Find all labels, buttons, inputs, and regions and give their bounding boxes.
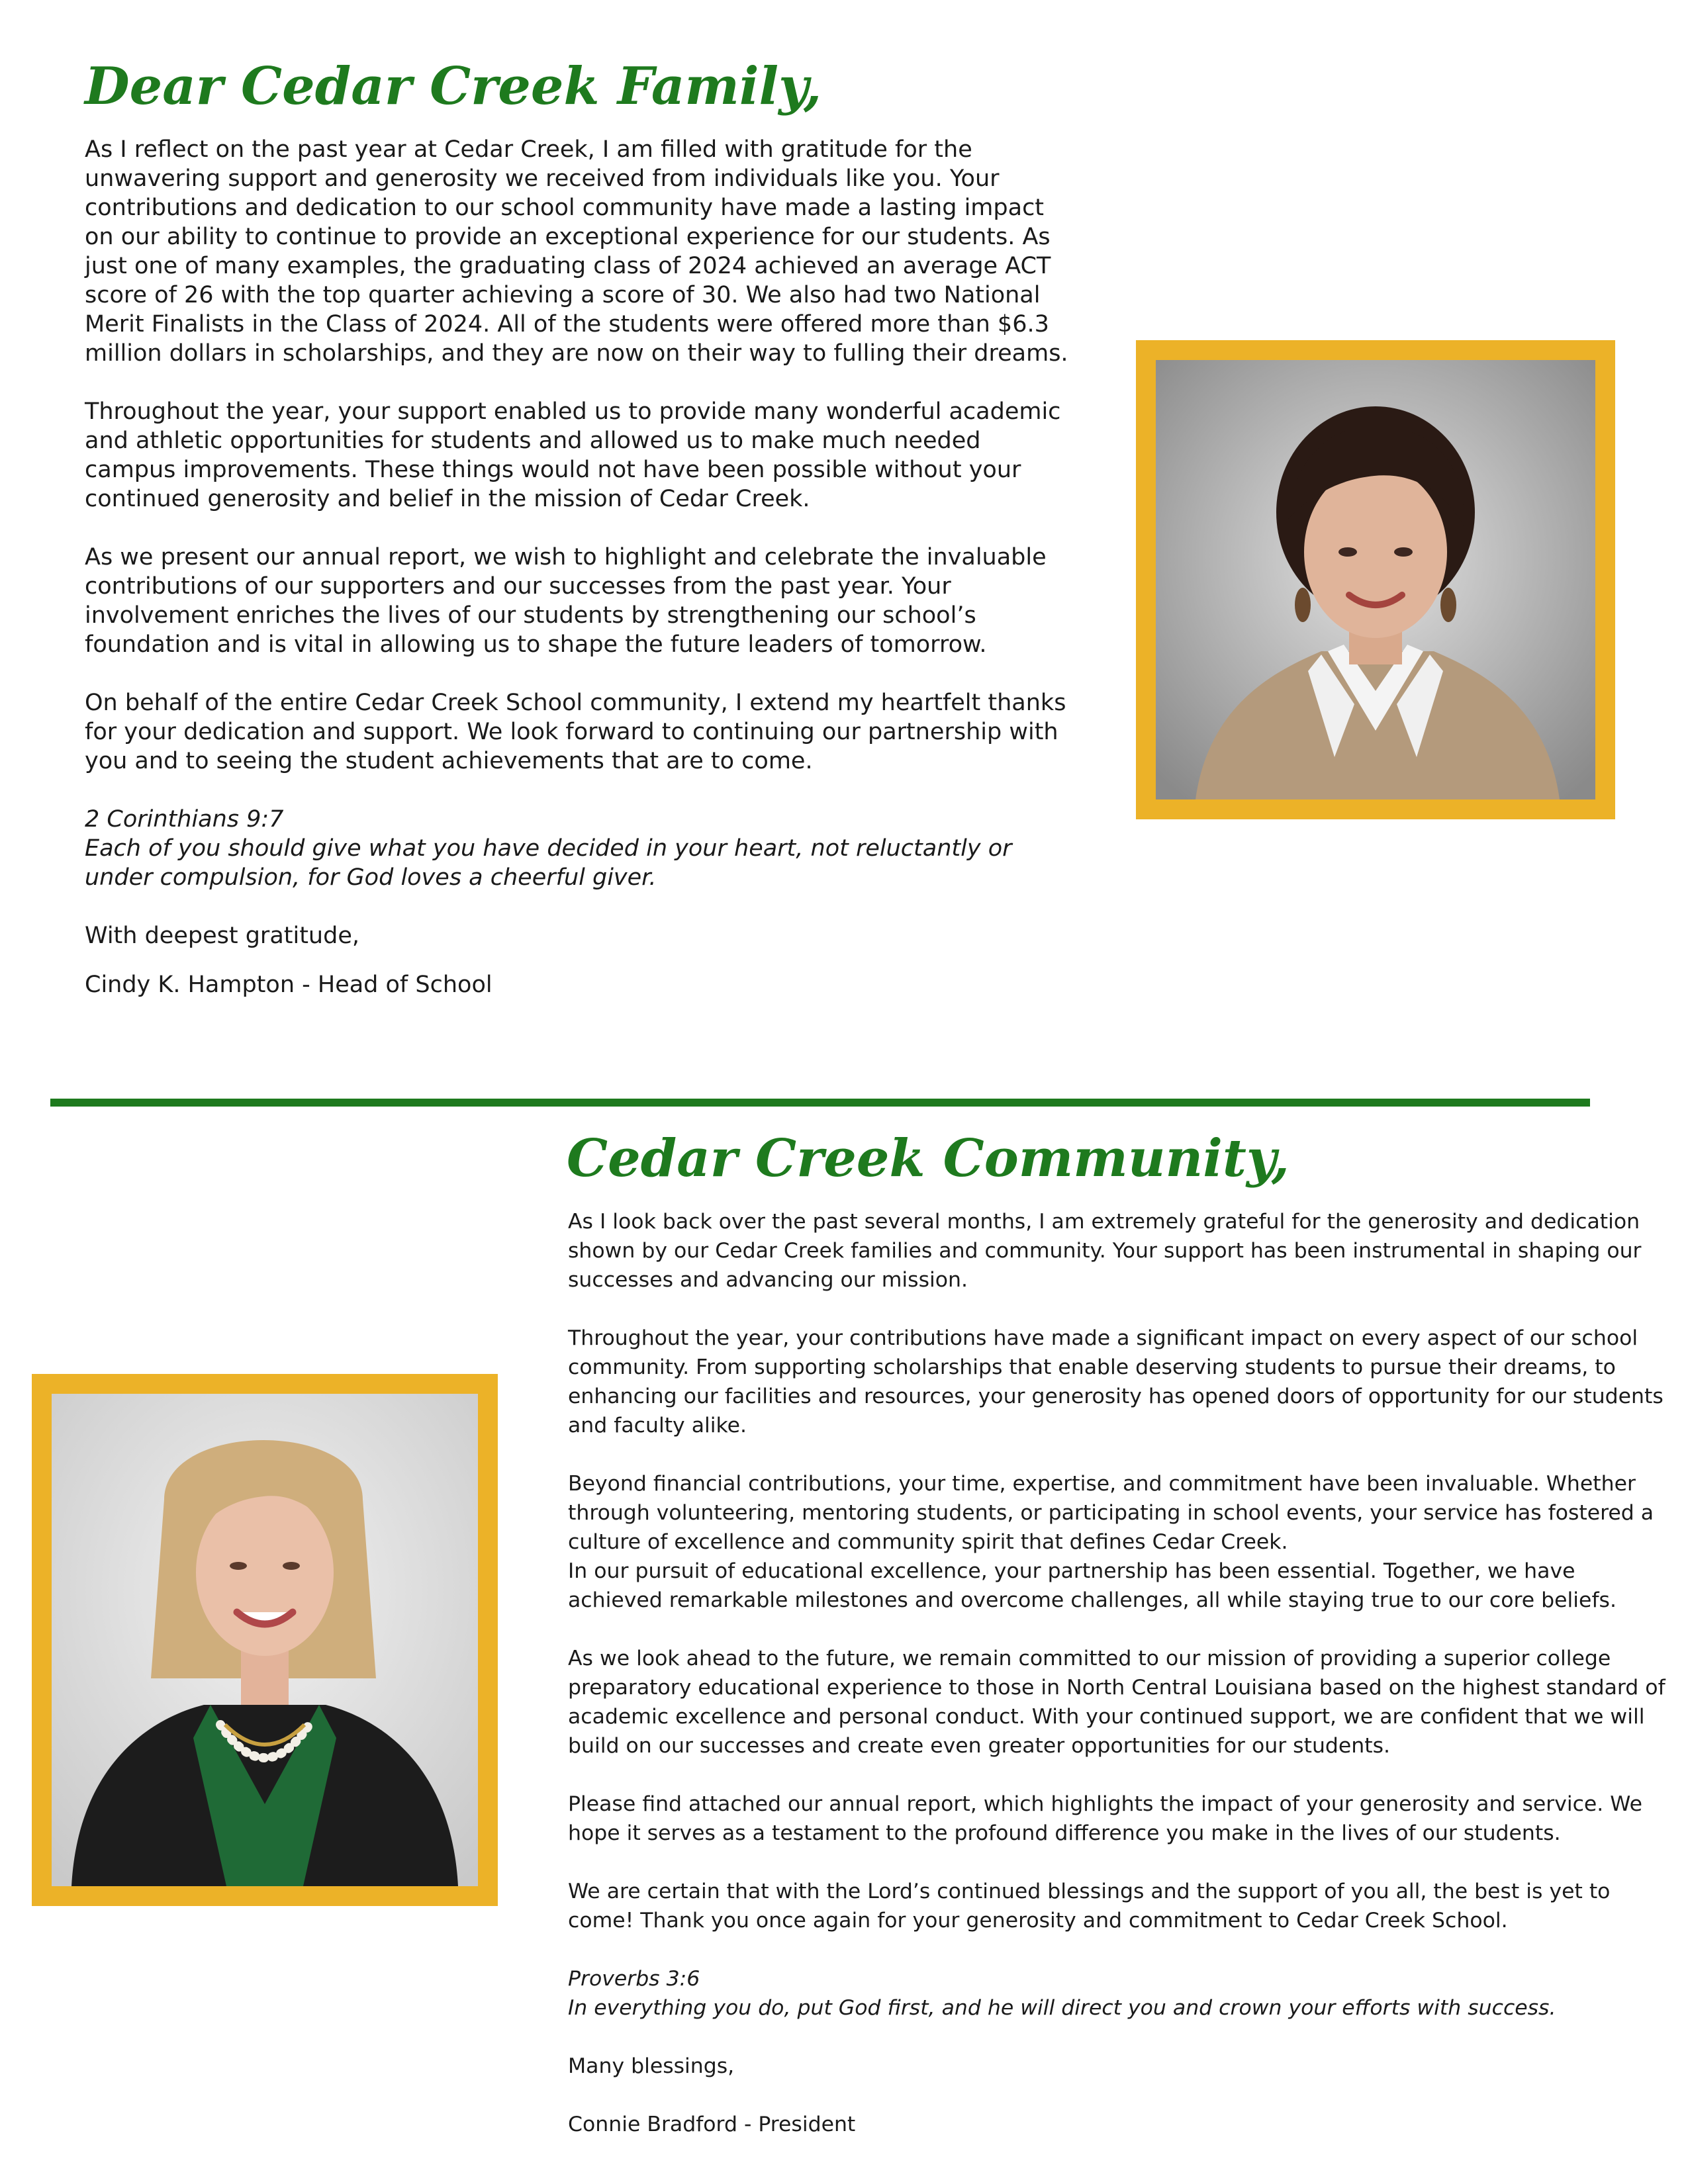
- letter2-body: [568, 1207, 1667, 2139]
- portrait-image: [1156, 360, 1595, 799]
- letter1-paragraph: Throughout the year, your support enabled us to provide many wonderful academic and athletic opportunities for students and allowed us to make much needed campus improvements. These things would not have been possible without your continued generosity and belief in the mission of Cedar Creek.: [85, 398, 1061, 512]
- letter2-paragraph: Throughout the year, your contributions have made a significant impact on every aspect of our school community. From supporting scholarships that enable deserving students to pursue their dreams, to enhancing our facilities and resources, your generosity has opened doors of opportunity for our students and faculty alike.: [568, 1326, 1664, 1437]
- portrait-image: [52, 1394, 478, 1886]
- letter1-body: [85, 135, 1078, 999]
- section-divider: [50, 1099, 1590, 1107]
- portrait-head-of-school: [1156, 360, 1595, 799]
- verse-reference: Proverbs 3:6: [568, 1967, 700, 1991]
- letter2-signature: Connie Bradford - President: [568, 2113, 856, 2136]
- letter2-paragraph: Beyond financial contributions, your time, expertise, and commitment have been invaluable. Whether through volunteering, mentoring students, or participating in school events, your service has fostered a culture of excellence and community spirit that defines Cedar Creek.: [568, 1472, 1654, 1554]
- letter1-signature: Cindy K. Hampton - Head of School: [85, 972, 492, 998]
- verse-text: Each of you should give what you have decided in your heart, not reluctantly or under compulsion, for God loves a cheerful giver.: [85, 835, 1012, 891]
- letter2-paragraph: As I look back over the past several months, I am extremely grateful for the generosity and dedication shown by our Cedar Creek families and community. Your support has been instrumental in shaping our successes and advancing our mission.: [568, 1210, 1642, 1292]
- letter2-paragraph: Please find attached our annual report, which highlights the impact of your generosity and service. We hope it serves as a testament to the profound difference you make in the lives of our students.: [568, 1792, 1642, 1845]
- letter2-paragraph: We are certain that with the Lord’s continued blessings and the support of you all, the best is yet to come! Thank you once again for your generosity and commitment to Cedar Creek School.: [568, 1880, 1611, 1933]
- letter1-paragraph: As we present our annual report, we wish to highlight and celebrate the invaluable contributions of our supporters and our successes from the past year. Your involvement enriches the lives of our students by strengthening our school’s foundation and is vital in allowing us to shape the future leaders of tomorrow.: [85, 544, 1047, 658]
- letter2-greeting: Cedar Creek Community,: [567, 1128, 1289, 1189]
- letter2-closing: Many blessings,: [568, 2054, 735, 2078]
- letter2-verse: [568, 1964, 1667, 2023]
- portrait-president: [52, 1394, 478, 1886]
- verse-text: In everything you do, put God first, and he will direct you and crown your efforts with success.: [568, 1996, 1556, 2020]
- letter1-greeting: Dear Cedar Creek Family,: [85, 56, 822, 116]
- letter1-verse: [85, 805, 1078, 892]
- letter2-paragraph: In our pursuit of educational excellence, your partnership has been essential. Together, we have achieved remarkable milestones and overcome challenges, all while staying true to our core beliefs.: [568, 1559, 1617, 1612]
- letter1-closing: With deepest gratitude,: [85, 923, 359, 949]
- letter1-paragraph: As I reflect on the past year at Cedar Creek, I am filled with gratitude for the unwavering support and generosity we received from individuals like you. Your contributions and dedication to our school community have made a lasting impact on our ability to continue to provide an exceptional experience for our students. As just one of many examples, the graduating class of 2024 achieved an average ACT score of 26 with the top quarter achieving a score of 30. We also had two National Merit Finalists in the Class of 2024. All of the students were offered more than $6.3 million dollars in scholarships, and they are now on their way to fulling their dreams.: [85, 136, 1068, 367]
- letter2-paragraph: As we look ahead to the future, we remain committed to our mission of providing a superior college preparatory educational experience to those in North Central Louisiana based on the highest standard of academic excellence and personal conduct. With your continued support, we are confident that we will build on our successes and create even greater opportunities for our students.: [568, 1647, 1665, 1758]
- letter1-paragraph: On behalf of the entire Cedar Creek School community, I extend my heartfelt thanks for your dedication and support. We look forward to continuing our partnership with you and to seeing the student achievements that are to come.: [85, 690, 1066, 774]
- verse-reference: 2 Corinthians 9:7: [85, 806, 284, 833]
